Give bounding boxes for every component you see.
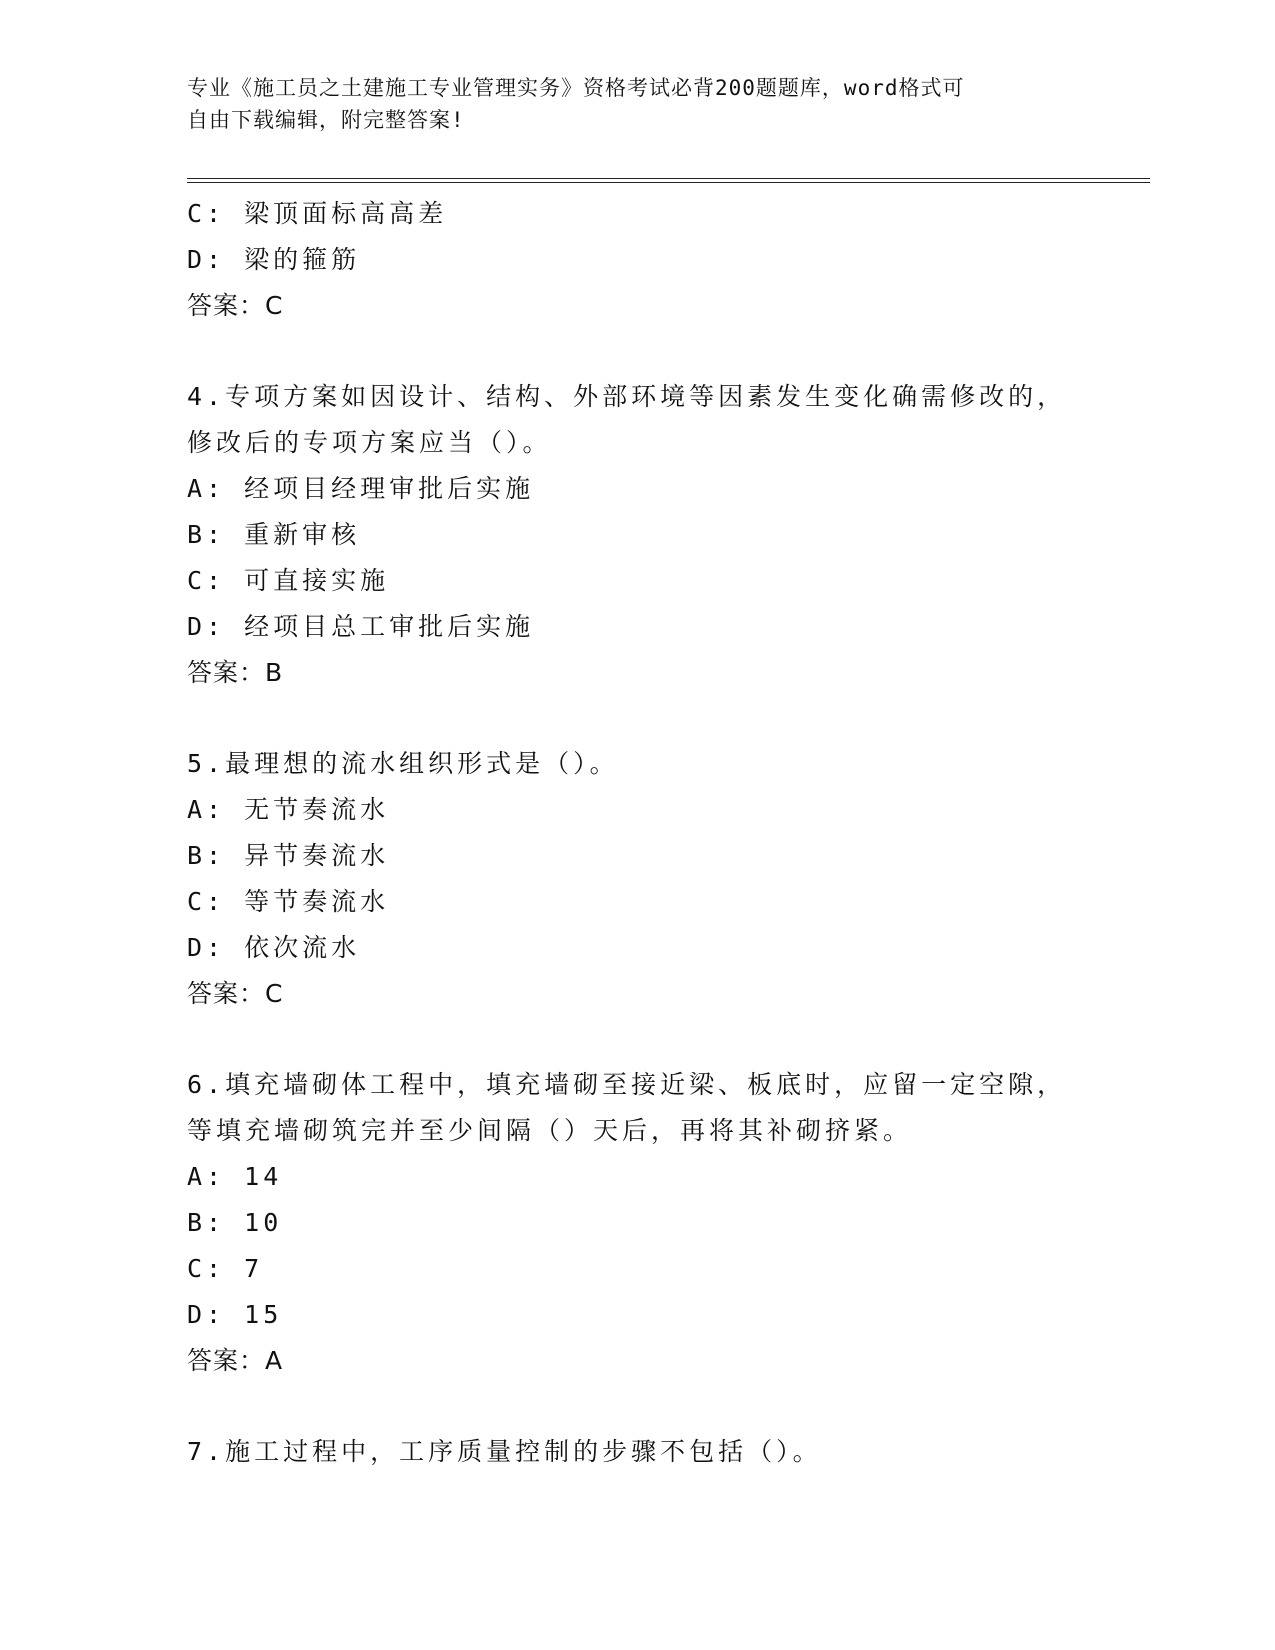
question-5 (187, 741, 1087, 1017)
option-c: C: 梁顶面标高高差 (187, 199, 448, 228)
answer: 答案：C (187, 979, 284, 1008)
option-b: B: 10 (187, 1208, 283, 1237)
option-a: A: 经项目经理审批后实施 (187, 474, 535, 503)
answer: 答案：C (187, 291, 284, 320)
option-b: B: 异节奏流水 (187, 841, 390, 870)
option-c: C: 7 (187, 1254, 264, 1283)
question-stem: 4.专项方案如因设计、结构、外部环境等因素发生变化确需修改的， (187, 382, 1067, 411)
option-d: D: 梁的箍筋 (187, 245, 361, 274)
option-a: A: 14 (187, 1162, 283, 1191)
document-header (187, 72, 1087, 136)
question-stem-continued: 等填充墙砌筑完并至少间隔（）天后，再将其补砌挤紧。 (187, 1116, 913, 1145)
question-7 (187, 1429, 1087, 1475)
question-stem: 6.填充墙砌体工程中，填充墙砌至接近梁、板底时，应留一定空隙， (187, 1070, 1067, 1099)
spacer (187, 1384, 1087, 1429)
header-line-1: 专业《施工员之土建施工专业管理实务》资格考试必背200题题库，word格式可 (187, 76, 965, 100)
question-list (187, 191, 1087, 1475)
spacer (187, 696, 1087, 741)
option-a: A: 无节奏流水 (187, 795, 390, 824)
option-c: C: 可直接实施 (187, 566, 390, 595)
question-stem-continued: 修改后的专项方案应当（）。 (187, 428, 552, 457)
question-4 (187, 374, 1087, 696)
option-b: B: 重新审核 (187, 520, 361, 549)
header-line-2: 自由下载编辑，附完整答案! (187, 108, 465, 132)
spacer (187, 1017, 1087, 1062)
option-d: D: 依次流水 (187, 933, 361, 962)
question-stem: 5.最理想的流水组织形式是（）。 (187, 749, 619, 778)
answer: 答案：B (187, 658, 284, 687)
spacer (187, 329, 1087, 374)
header-divider (187, 178, 1150, 183)
question-6 (187, 1062, 1087, 1384)
option-d: D: 经项目总工审批后实施 (187, 612, 535, 641)
option-d: D: 15 (187, 1300, 283, 1329)
question-3-tail (187, 191, 1087, 329)
option-c: C: 等节奏流水 (187, 887, 390, 916)
answer: 答案：A (187, 1346, 284, 1375)
question-stem: 7.施工过程中，工序质量控制的步骤不包括（）。 (187, 1437, 822, 1466)
